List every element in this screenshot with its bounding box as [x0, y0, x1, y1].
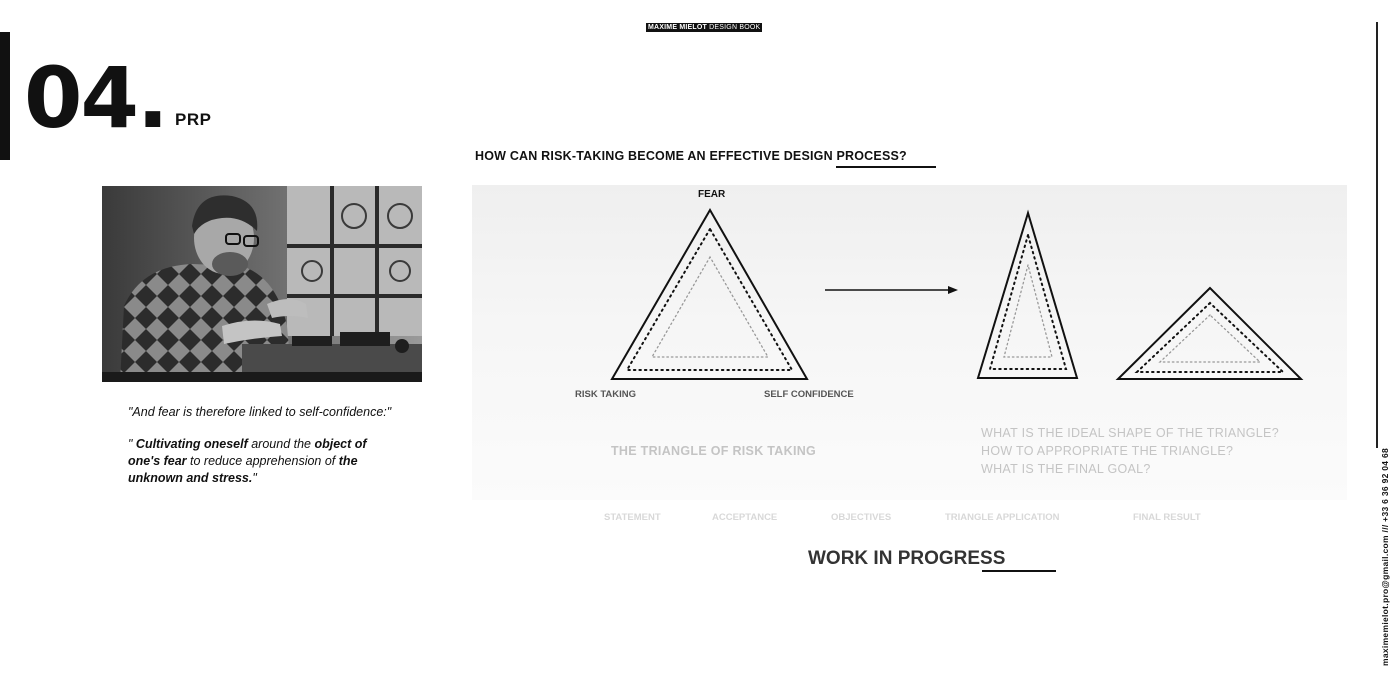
- quote-part-bold: the unknown and stress.: [128, 454, 358, 485]
- label-self-confidence: SELF CONFIDENCE: [764, 389, 854, 400]
- step-acceptance: ACCEPTANCE: [712, 512, 778, 523]
- triangle-questions: [981, 424, 1279, 478]
- work-in-progress-label: WORK IN PROGRESS: [808, 548, 1006, 569]
- wide-triangle-outer: [1118, 288, 1301, 379]
- quote-part: to reduce apprehension of: [186, 454, 339, 468]
- step-triangle-application: TRIANGLE APPLICATION: [945, 512, 1060, 523]
- header-tag: [646, 23, 762, 32]
- quote-part: ": [252, 471, 257, 485]
- question-underline: [836, 166, 936, 168]
- quote-cultivating: [128, 436, 388, 487]
- quote-part: around the: [247, 437, 315, 451]
- question-appropriate: HOW TO APPROPRIATE THE TRIANGLE?: [981, 444, 1234, 458]
- quote-part: ": [128, 437, 136, 451]
- section-marker-bar: [0, 32, 10, 160]
- label-risk-taking: RISK TAKING: [575, 389, 637, 400]
- craftsman-photo: [102, 186, 422, 382]
- section-number: 04.: [24, 49, 167, 147]
- wip-underline: [982, 570, 1056, 572]
- step-final-result: FINAL RESULT: [1133, 512, 1201, 523]
- quote-part-bold: Cultivating oneself: [135, 437, 248, 451]
- header-author: MAXIME MIELOT: [648, 24, 707, 31]
- triangle-dotted-core: [652, 257, 768, 357]
- triangle-title: THE TRIANGLE OF RISK TAKING: [611, 444, 817, 458]
- triangle-dotted-inner: [627, 229, 792, 370]
- step-statement: STATEMENT: [604, 512, 661, 523]
- quote-fear-confidence: "And fear is therefore linked to self-confidence:": [128, 405, 392, 419]
- photo-craftsman-at-workbench: [102, 186, 422, 382]
- section-code: PRP: [175, 110, 212, 129]
- question-final-goal: WHAT IS THE FINAL GOAL?: [981, 462, 1151, 476]
- page-question: HOW CAN RISK-TAKING BECOME AN EFFECTIVE DESIGN PROCESS?: [475, 149, 907, 163]
- header-book-title: DESIGN BOOK: [709, 24, 761, 31]
- label-fear: FEAR: [698, 189, 726, 200]
- contact-info: maximemielot.pro@gmail.com /// +33 6 36 92 04 68: [1380, 447, 1390, 666]
- triangle-outer: [612, 210, 807, 379]
- quote-part-bold: object of one's fear: [128, 437, 367, 468]
- arrow-head-icon: [948, 286, 958, 294]
- step-objectives: OBJECTIVES: [831, 512, 892, 523]
- tall-triangle-core: [1004, 265, 1052, 357]
- question-ideal-shape: WHAT IS THE IDEAL SHAPE OF THE TRIANGLE?: [981, 426, 1279, 440]
- right-edge-rule: [1376, 22, 1378, 448]
